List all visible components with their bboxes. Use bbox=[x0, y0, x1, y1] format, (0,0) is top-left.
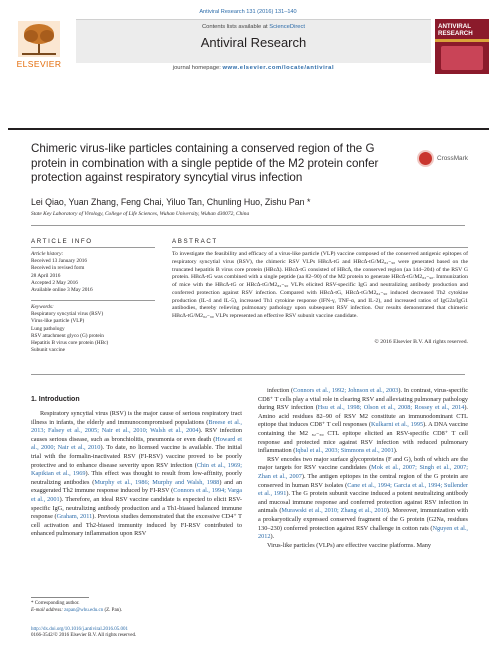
citation-link[interactable]: Iqbal et al., 2003; Simmons et al., 2001 bbox=[295, 447, 394, 455]
citation-link[interactable]: Breese et al., 2013; Falsey et al., 2005; Nair et al., 2010; Walsh et al., 2004 bbox=[31, 418, 242, 435]
body-column-left bbox=[31, 410, 242, 539]
crossmark-label: CrossMark bbox=[437, 155, 468, 162]
citation-link[interactable]: Hsu et al., 1998; Olson et al., 2008; Rossey et al., 2014 bbox=[317, 404, 465, 412]
email-suffix: (Z. Pan). bbox=[103, 607, 123, 613]
citation-link[interactable]: Cane et al., 1994; Garcia et al., 1994; Sullender et al., 1991 bbox=[258, 481, 468, 498]
affiliation: State Key Laboratory of Virology, College of Life Sciences, Wuhan University, Wuhan 430072, China bbox=[31, 211, 250, 217]
journal-title: Antiviral Research bbox=[200, 35, 307, 50]
history-entry: Received 13 January 2016 bbox=[31, 258, 88, 265]
article-history-list bbox=[31, 258, 161, 294]
body-text: Virus-like particles (VLPs) are effective vaccine platforms. Many bbox=[267, 541, 432, 549]
cover-title: ANTIVIRAL RESEARCH bbox=[438, 23, 473, 37]
journal-homepage bbox=[76, 65, 431, 71]
citation-link[interactable]: Mok et al., 2007; Singh et al., 2007; Zhan et al., 2007 bbox=[258, 464, 468, 480]
keywords-label: Keywords: bbox=[31, 304, 54, 310]
footnote bbox=[31, 601, 241, 614]
doi-link[interactable]: http://dx.doi.org/10.1016/j.antiviral.2016.05.001 bbox=[31, 627, 128, 632]
author-email-link[interactable]: zspan@whu.edu.cn bbox=[64, 607, 104, 613]
journal-masthead bbox=[8, 19, 489, 74]
body-text: RSV encodes two major surface glycoproteins (F and G), both of which are the major targets for RSV vaccine candidates ( bbox=[258, 455, 468, 472]
body-text: ). bbox=[393, 447, 398, 455]
contents-prefix: Contents lists available at bbox=[201, 24, 270, 30]
history-entry: Received in revised form bbox=[31, 265, 85, 272]
article-title: Chimeric virus-like particles containing a conserved region of the G protein in combination with a single peptide of the M2 protein confer protection against respiratory syncytial virus infection bbox=[31, 142, 379, 185]
body-text: ). This effect was thought to result from low-affinity, poorly neutralizing antibodies ( bbox=[31, 470, 242, 486]
keyword-item: Respiratory syncytial virus (RSV) bbox=[31, 311, 104, 318]
email-label: E-mail address: bbox=[31, 607, 65, 613]
body-text: ). bbox=[270, 533, 275, 541]
copyright-notice: © 2016 Elsevier B.V. All rights reserved. bbox=[374, 339, 468, 345]
elsevier-logo[interactable] bbox=[8, 19, 70, 74]
issn-line: 0166-3542/© 2016 Elsevier B.V. All rights reserved. bbox=[31, 633, 137, 639]
body-paragraph bbox=[31, 410, 242, 539]
cover-band bbox=[435, 39, 489, 42]
cover-image bbox=[441, 46, 483, 70]
body-text: ). RSV infection causes serious disease, such as bronchiolitis, pneumonia or even death ( bbox=[31, 427, 242, 443]
article-history bbox=[31, 251, 161, 294]
citation-link[interactable]: Murawski et al., 2010; Zhang et al., 2010 bbox=[281, 507, 387, 515]
keywords-rule bbox=[31, 300, 155, 301]
footnote-rule bbox=[31, 597, 89, 598]
keywords bbox=[31, 304, 161, 354]
journal-reference[interactable]: Antiviral Research 131 (2016) 131–140 bbox=[199, 9, 297, 15]
contents-line bbox=[76, 24, 431, 30]
body-text: ). Previous studies demonstrated that the excessive CD4⁺ T cell activation and Th2-biased immunity induced by FI-RSV contributed to enhanced pulmonary inflammation upon RSV bbox=[31, 513, 242, 538]
keyword-item: RSV attachment glyco (G) protein bbox=[31, 332, 104, 339]
citation-link[interactable]: Chin et al., 1969; Kapikian et al., 1969 bbox=[31, 461, 242, 478]
citation-link[interactable]: Graham, 2011 bbox=[56, 513, 93, 521]
section-rule-bottom bbox=[31, 374, 465, 375]
body-text: ). The antigen epitopes in the central region of the G protein are conserved in human RSV isolates ( bbox=[258, 472, 468, 489]
keyword-item: Subunit vaccine bbox=[31, 347, 65, 354]
body-paragraph bbox=[258, 542, 468, 551]
body-text: ). Amino acid residues 82–90 of RSV M2 constitute an immunodominant CTL epitope that induces CD8⁺ T cell responses ( bbox=[258, 404, 468, 429]
doi-block bbox=[31, 627, 241, 640]
body-text: ). The G protein subunit vaccine induced a potent neutralizing antibody and mucosal immune response and conferred protection against RSV infection in animals ( bbox=[258, 490, 468, 515]
keyword-list bbox=[31, 311, 161, 354]
body-text: ). Therefore, an ideal RSV vaccine candidate is expected to elicit RSV-specific IgG, neutralizing antibody production and a Th1-biased balanced immune response ( bbox=[31, 495, 242, 521]
keyword-item: Virus-like particle (VLP) bbox=[31, 318, 85, 325]
abstract-heading: ABSTRACT bbox=[172, 238, 218, 245]
section-rule-top bbox=[31, 225, 465, 226]
introduction-heading: 1. Introduction bbox=[31, 396, 80, 403]
abstract-text: To investigate the feasibility and efficacy of a virus-like particle (VLP) vaccine composed of the conserved antigenic epitopes of respiratory syncytial virus (RSV), the chimeric RSV VLPs HBc∆-tG and HBc∆-tG/M2₈₂₋₉₀ were generated based on the truncated hepatitis B virus core protein (HBc∆). HBc∆-tG consisted of HBc∆, the conserved region (aa 144–204) of the RSV G protein. HBc∆-tG was combined with a single peptide (aa 82–90) of the M2 protein to generate HBc∆-tG/M2₈₂₋₉₀. Immunization of mice with the HBc∆-tG or HBc∆-tG/M2₈₂₋₉₀ VLPs elicited RSV-specific IgG and neutralizing antibody production and conferred protection against RSV infection. Compared with HBc∆-tG, HBc∆-tG/M2₈₂₋₉₀ induced decreased Th2 cytokine production (IL-4 and IL-5), increased Th1 cytokine response (IFN-γ, TNF-α, and IL-2), and increased ratios of IgG2a/IgG1 antibodies, thereby relieving pulmonary pathology upon subsequent RSV infection. Our results demonstrated that chimeric HBc∆-tG/M2₈₂₋₉₀ VLPs represented an effective RSV subunit vaccine candidate. bbox=[172, 251, 468, 319]
author-email-line bbox=[31, 608, 241, 615]
article-history-label: Article history: bbox=[31, 251, 64, 257]
body-paragraph bbox=[258, 387, 468, 456]
history-entry: Available online 3 May 2016 bbox=[31, 287, 93, 294]
corresponding-author: * Corresponding author. bbox=[31, 601, 80, 606]
homepage-link[interactable]: www.elsevier.com/locate/antiviral bbox=[222, 65, 335, 71]
citation-link[interactable]: Murphy et al., 1986; Murphy and Walsh, 1988 bbox=[94, 478, 220, 486]
body-text: ). In contrast, virus-specific CD8⁺ T cells play a vital role in clearing RSV and alleviating pulmonary pathology during RSV infection ( bbox=[258, 387, 468, 412]
journal-cover-thumbnail[interactable] bbox=[435, 19, 489, 74]
publisher-name: ELSEVIER bbox=[16, 59, 62, 69]
author-list[interactable]: Lei Qiao, Yuan Zhang, Feng Chai, Yiluo Tan, Chunling Huo, Zishu Pan * bbox=[31, 197, 311, 207]
journal-banner bbox=[76, 19, 431, 63]
elsevier-tree-icon bbox=[18, 21, 60, 57]
history-entry: 28 April 2016 bbox=[31, 272, 61, 279]
body-text: ). A DNA vaccine containing the M2 ₈₂₋₉₀ CTL epitope elicited an RSV-specific CD8⁺ T cell response and protected mice against RSV infection with reduced pulmonary inflammation ( bbox=[258, 421, 468, 455]
citation-link[interactable]: Nguyen et al., 2012 bbox=[258, 524, 468, 541]
abstract-rule bbox=[172, 247, 468, 248]
article-info-heading: ARTICLE INFO bbox=[31, 238, 93, 245]
body-text: ). To date, no licensed vaccine is available. The initial trial with the formalin-inactivated RSV (FI-RSV) vaccine proved to be poorly protective and to enhance disease severity upon RSV infection ( bbox=[31, 444, 242, 469]
sciencedirect-link[interactable]: ScienceDirect bbox=[269, 24, 306, 30]
crossmark-icon bbox=[417, 150, 434, 167]
header-rule bbox=[8, 128, 489, 130]
citation-link[interactable]: Kulkarni et al., 1995 bbox=[371, 421, 424, 429]
body-text: Respiratory syncytial virus (RSV) is the major cause of serious respiratory tract illness in infants, the elderly and immunocompromised populations ( bbox=[31, 410, 242, 426]
body-text: infection ( bbox=[267, 387, 294, 394]
article-info-rule bbox=[31, 247, 155, 248]
body-column-right bbox=[258, 387, 468, 550]
body-text: ) and an exaggerated Th2 immune response induced by FI-RSV ( bbox=[31, 478, 242, 495]
citation-link[interactable]: Connors et al., 1994; Varga et al., 2001 bbox=[31, 487, 242, 503]
body-text: ). Moreover, immunization with a prokaryotically expressed conserved fragment of the G protein (G2Na, residues 130–230) conferred protection against RSV challenge in cotton rats ( bbox=[258, 507, 468, 532]
keyword-item: Lung pathology bbox=[31, 325, 65, 332]
crossmark-badge[interactable] bbox=[417, 149, 477, 169]
keyword-item: Hepatitis B virus core protein (HBc) bbox=[31, 340, 109, 347]
homepage-prefix: journal homepage: bbox=[172, 65, 223, 71]
citation-link[interactable]: Howard et al., 2000; Nair et al., 2010 bbox=[31, 435, 242, 452]
citation-link[interactable]: Connors et al., 1992; Johnson et al., 2003 bbox=[293, 387, 399, 394]
history-entry: Accepted 2 May 2016 bbox=[31, 279, 78, 286]
body-paragraph bbox=[258, 456, 468, 542]
